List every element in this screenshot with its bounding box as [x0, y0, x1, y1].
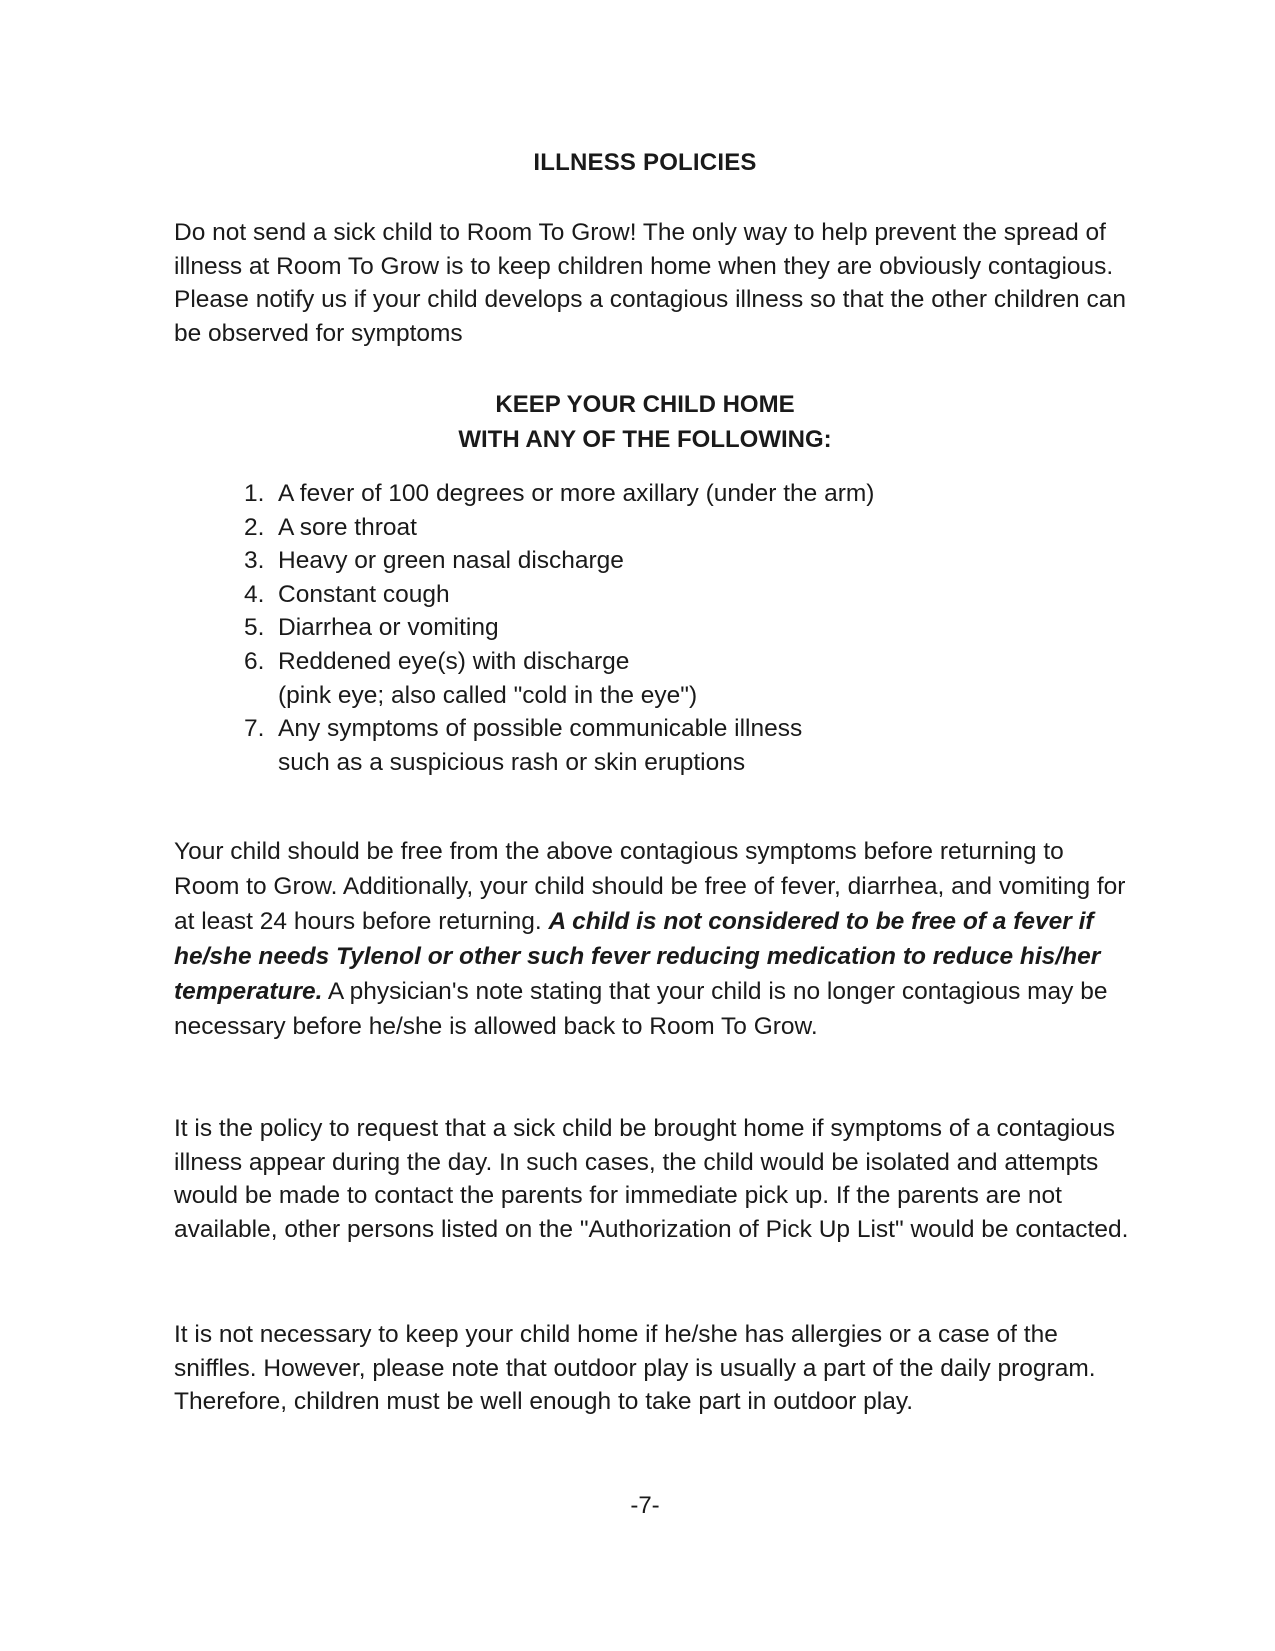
page-title: ILLNESS POLICIES [533, 149, 757, 176]
list-item [244, 477, 1064, 511]
list-item-line-continued: (pink eye; also called "cold in the eye") [278, 681, 698, 709]
list-item-number: 4. [244, 580, 265, 608]
list-item-line-continued: such as a suspicious rash or skin eruptions [278, 748, 746, 776]
list-item [244, 578, 1064, 612]
list-item-text [278, 544, 1064, 578]
symptoms-heading [0, 387, 1275, 457]
list-item-number: 6. [244, 647, 265, 675]
list-item [244, 544, 1064, 578]
list-item-line: Diarrhea or vomiting [278, 614, 499, 642]
list-item-line: A fever of 100 degrees or more axillary (under the arm) [278, 480, 875, 507]
fever-medication-emphasis: A child is not considered to be free of a fever if he/she needs Tylenol or other such fever reducing medication to reduce his/her temperature. [174, 908, 1101, 1005]
list-item-text [278, 611, 1064, 645]
list-item-line: A sore throat [278, 513, 417, 541]
page-number: -7- [630, 1492, 660, 1519]
list-item-number: 5. [244, 614, 265, 642]
list-item-text [278, 645, 1064, 712]
list-item-line: Heavy or green nasal discharge [278, 547, 624, 575]
intro-paragraph: Do not send a sick child to Room To Grow! The only way to help prevent the spread of illness at Room To Grow is to keep children home when they are obviously contagious. Please notify us if your child develops a contagious illness so that the other children can be observed for symptoms [174, 219, 1126, 347]
list-item-text [278, 477, 1064, 511]
list-item-number: 2. [244, 513, 265, 541]
list-item-text [278, 712, 1064, 779]
return-policy-text: Your child should be free from the above contagious symptoms before returning to Room to Grow. Additionally, your child should be free of fever, diarrhea, and vomiting for at least 24 hours before returning. [174, 838, 1126, 935]
list-item [244, 611, 1064, 645]
list-item-line: Reddened eye(s) with discharge [278, 647, 630, 675]
list-item [244, 511, 1064, 545]
list-item [244, 645, 1064, 712]
list-item-line: Constant cough [278, 580, 450, 608]
allergy-paragraph: It is not necessary to keep your child home if he/she has allergies or a case of the sniffles. However, please note that outdoor play is usually a part of the daily program. Therefore, children must be well enough to take part in outdoor play. [174, 1321, 1096, 1415]
list-item-number: 1. [244, 480, 265, 507]
list-item-text [278, 578, 1064, 612]
symptoms-list [244, 477, 1064, 779]
pickup-policy-paragraph: It is the policy to request that a sick child be brought home if symptoms of a contagious illness appear during the day. In such cases, the child would be isolated and attempts would be made to contact the parents for immediate pick up. If the parents are not available, other persons listed on the "Authorization of Pick Up List" would be contacted. [174, 1115, 1129, 1243]
list-item-number: 3. [244, 547, 265, 575]
list-item-text [278, 511, 1064, 545]
physician-note-text: A physician's note stating that your child is no longer contagious may be necessary before he/she is allowed back to Room To Grow. [174, 978, 1108, 1040]
list-item [244, 712, 1064, 779]
symptoms-heading-line-1: KEEP YOUR CHILD HOME [495, 391, 795, 418]
list-item-number: 7. [244, 715, 265, 743]
list-item-line: Any symptoms of possible communicable illness [278, 715, 803, 743]
symptoms-heading-line-2: WITH ANY OF THE FOLLOWING: [458, 426, 832, 453]
return-policy-paragraph [174, 834, 1134, 1044]
